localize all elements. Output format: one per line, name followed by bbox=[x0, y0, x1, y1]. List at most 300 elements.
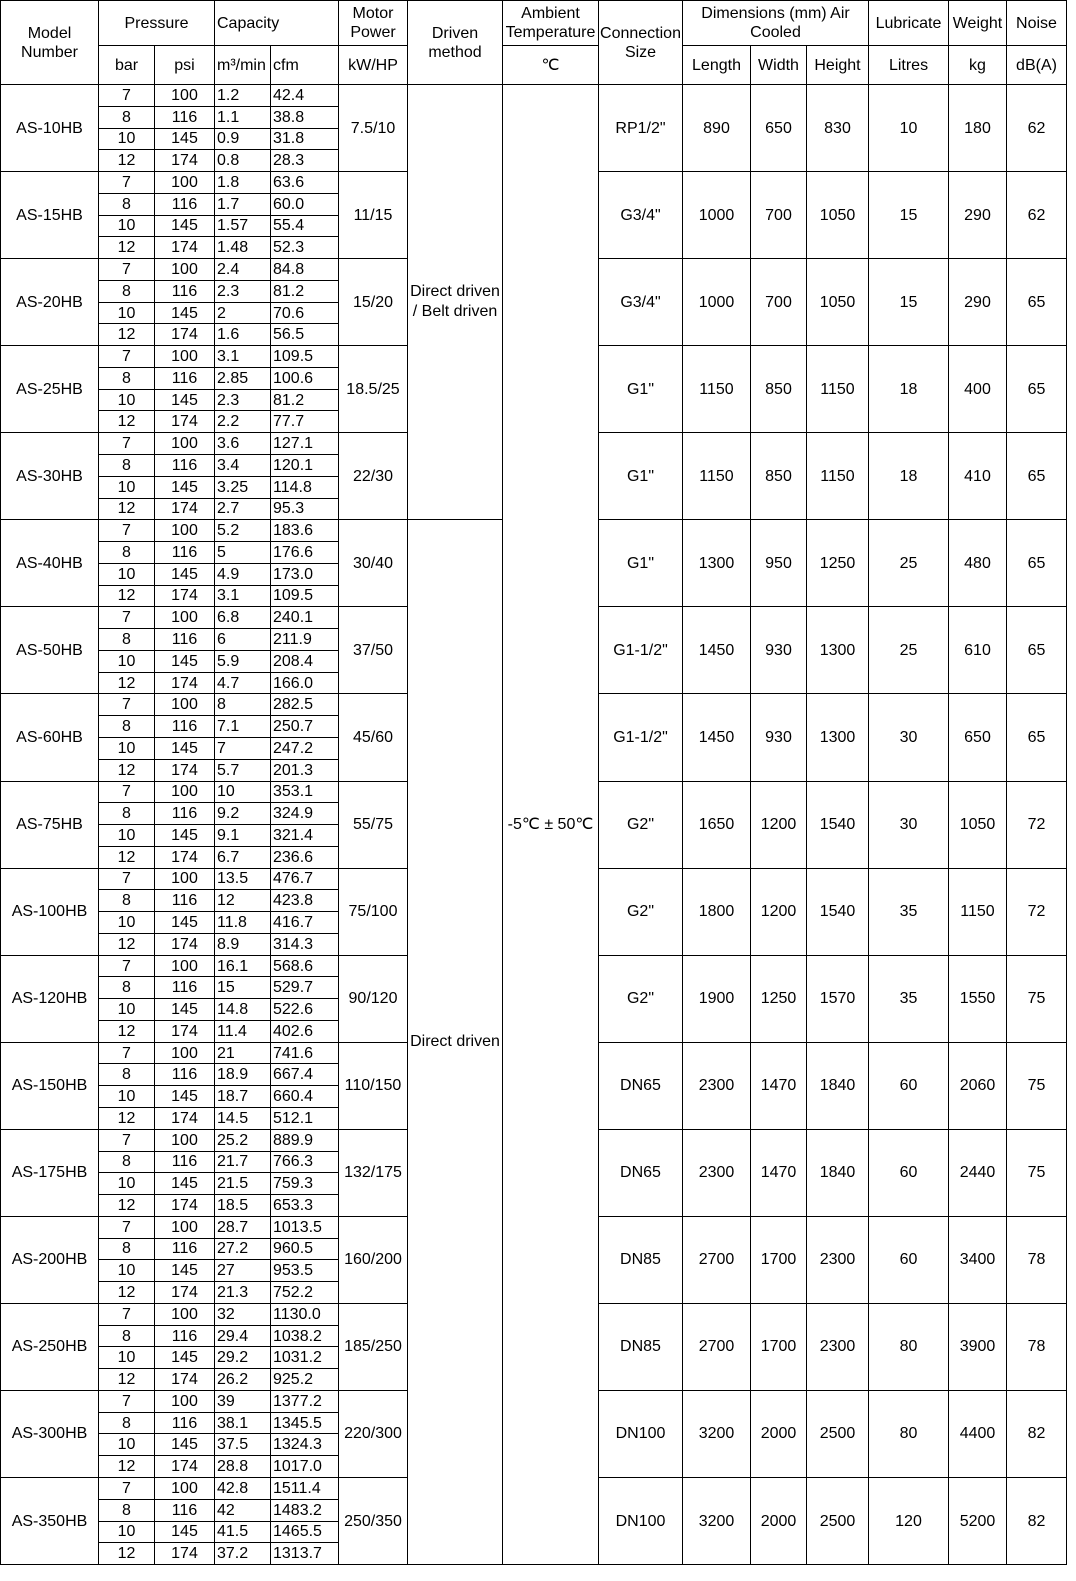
capacity-m3-min-cell: 15 bbox=[215, 977, 271, 999]
capacity-cfm-cell: 476.7 bbox=[271, 869, 339, 891]
pressure-psi-cell: 174 bbox=[155, 411, 215, 433]
model-number-cell: AS-300HB bbox=[1, 1391, 99, 1478]
width-cell: 930 bbox=[751, 694, 807, 781]
pressure-bar-cell: 10 bbox=[99, 129, 155, 151]
height-cell: 1540 bbox=[807, 782, 869, 869]
pressure-bar-cell: 7 bbox=[99, 607, 155, 629]
pressure-bar-cell: 7 bbox=[99, 1478, 155, 1500]
motor-power-cell: 132/175 bbox=[339, 1130, 408, 1217]
pressure-bar-cell: 7 bbox=[99, 869, 155, 891]
capacity-cfm-cell: 114.8 bbox=[271, 477, 339, 499]
pressure-bar-cell: 12 bbox=[99, 150, 155, 172]
subheader-kw-hp: kW/HP bbox=[339, 46, 408, 85]
model-number-cell: AS-200HB bbox=[1, 1217, 99, 1304]
lubricate-cell: 35 bbox=[869, 869, 949, 956]
connection-size-cell: RP1/2" bbox=[599, 85, 683, 172]
capacity-m3-min-cell: 2 bbox=[215, 303, 271, 325]
capacity-cfm-cell: 1038.2 bbox=[271, 1326, 339, 1348]
pressure-psi-cell: 116 bbox=[155, 455, 215, 477]
capacity-cfm-cell: 70.6 bbox=[271, 303, 339, 325]
motor-power-cell: 45/60 bbox=[339, 694, 408, 781]
noise-cell: 82 bbox=[1007, 1478, 1067, 1565]
capacity-cfm-cell: 889.9 bbox=[271, 1130, 339, 1152]
capacity-m3-min-cell: 14.5 bbox=[215, 1108, 271, 1130]
length-cell: 1800 bbox=[683, 869, 751, 956]
connection-size-cell: G2" bbox=[599, 956, 683, 1043]
capacity-m3-min-cell: 16.1 bbox=[215, 956, 271, 978]
pressure-bar-cell: 8 bbox=[99, 281, 155, 303]
capacity-cfm-cell: 173.0 bbox=[271, 564, 339, 586]
pressure-psi-cell: 100 bbox=[155, 172, 215, 194]
capacity-m3-min-cell: 2.2 bbox=[215, 411, 271, 433]
pressure-psi-cell: 174 bbox=[155, 1543, 215, 1565]
capacity-m3-min-cell: 26.2 bbox=[215, 1369, 271, 1391]
connection-size-cell: G2" bbox=[599, 869, 683, 956]
pressure-bar-cell: 10 bbox=[99, 1434, 155, 1456]
pressure-psi-cell: 145 bbox=[155, 1347, 215, 1369]
pressure-psi-cell: 145 bbox=[155, 1086, 215, 1108]
pressure-bar-cell: 7 bbox=[99, 85, 155, 107]
length-cell: 2300 bbox=[683, 1043, 751, 1130]
noise-cell: 62 bbox=[1007, 172, 1067, 259]
header-dimensions-label: Dimensions (mm) Air Cooled bbox=[701, 5, 850, 41]
subheader-litres: Litres bbox=[869, 46, 949, 85]
height-cell: 1050 bbox=[807, 259, 869, 346]
capacity-m3-min-cell: 11.4 bbox=[215, 1021, 271, 1043]
height-cell: 1150 bbox=[807, 346, 869, 433]
motor-power-cell: 220/300 bbox=[339, 1391, 408, 1478]
capacity-cfm-cell: 52.3 bbox=[271, 237, 339, 259]
lubricate-cell: 25 bbox=[869, 520, 949, 607]
pressure-psi-cell: 174 bbox=[155, 586, 215, 608]
capacity-cfm-cell: 522.6 bbox=[271, 999, 339, 1021]
capacity-cfm-cell: 81.2 bbox=[271, 281, 339, 303]
weight-cell: 610 bbox=[949, 607, 1007, 694]
capacity-m3-min-cell: 3.6 bbox=[215, 433, 271, 455]
lubricate-cell: 60 bbox=[869, 1217, 949, 1304]
capacity-cfm-cell: 324.9 bbox=[271, 803, 339, 825]
driven-method-cell bbox=[408, 520, 503, 1565]
pressure-psi-cell: 116 bbox=[155, 542, 215, 564]
width-cell: 1470 bbox=[751, 1130, 807, 1217]
pressure-bar-cell: 8 bbox=[99, 542, 155, 564]
pressure-bar-cell: 7 bbox=[99, 1304, 155, 1326]
pressure-bar-cell: 10 bbox=[99, 651, 155, 673]
capacity-cfm-cell: 353.1 bbox=[271, 782, 339, 804]
model-number-cell: AS-60HB bbox=[1, 694, 99, 781]
length-cell: 1150 bbox=[683, 433, 751, 520]
pressure-bar-cell: 12 bbox=[99, 237, 155, 259]
capacity-m3-min-cell: 3.1 bbox=[215, 586, 271, 608]
pressure-bar-cell: 10 bbox=[99, 1086, 155, 1108]
pressure-psi-cell: 174 bbox=[155, 1108, 215, 1130]
pressure-psi-cell: 100 bbox=[155, 956, 215, 978]
lubricate-cell: 30 bbox=[869, 782, 949, 869]
width-cell: 1700 bbox=[751, 1304, 807, 1391]
capacity-m3-min-cell: 8.9 bbox=[215, 934, 271, 956]
pressure-bar-cell: 7 bbox=[99, 1130, 155, 1152]
motor-power-cell: 37/50 bbox=[339, 607, 408, 694]
length-cell: 3200 bbox=[683, 1391, 751, 1478]
height-cell: 1150 bbox=[807, 433, 869, 520]
header-noise: Noise bbox=[1007, 1, 1067, 46]
pressure-psi-cell: 100 bbox=[155, 694, 215, 716]
capacity-m3-min-cell: 37.5 bbox=[215, 1434, 271, 1456]
pressure-bar-cell: 10 bbox=[99, 738, 155, 760]
pressure-bar-cell: 8 bbox=[99, 107, 155, 129]
connection-size-cell: G1-1/2" bbox=[599, 607, 683, 694]
capacity-m3-min-cell: 1.8 bbox=[215, 172, 271, 194]
capacity-m3-min-cell: 0.8 bbox=[215, 150, 271, 172]
length-cell: 2700 bbox=[683, 1304, 751, 1391]
capacity-m3-min-cell: 6 bbox=[215, 629, 271, 651]
height-cell: 1840 bbox=[807, 1130, 869, 1217]
length-cell: 1650 bbox=[683, 782, 751, 869]
pressure-psi-cell: 116 bbox=[155, 977, 215, 999]
capacity-cfm-cell: 240.1 bbox=[271, 607, 339, 629]
capacity-cfm-cell: 423.8 bbox=[271, 890, 339, 912]
model-number-cell: AS-75HB bbox=[1, 782, 99, 869]
motor-power-cell: 160/200 bbox=[339, 1217, 408, 1304]
capacity-cfm-cell: 1031.2 bbox=[271, 1347, 339, 1369]
pressure-psi-cell: 116 bbox=[155, 1413, 215, 1435]
height-cell: 1300 bbox=[807, 694, 869, 781]
length-cell: 1900 bbox=[683, 956, 751, 1043]
pressure-bar-cell: 10 bbox=[99, 390, 155, 412]
capacity-cfm-cell: 759.3 bbox=[271, 1173, 339, 1195]
subheader-height: Height bbox=[807, 46, 869, 85]
capacity-m3-min-cell: 1.57 bbox=[215, 216, 271, 238]
pressure-bar-cell: 10 bbox=[99, 303, 155, 325]
height-cell: 2300 bbox=[807, 1217, 869, 1304]
width-cell: 1250 bbox=[751, 956, 807, 1043]
pressure-bar-cell: 10 bbox=[99, 825, 155, 847]
pressure-psi-cell: 145 bbox=[155, 1173, 215, 1195]
noise-cell: 75 bbox=[1007, 1130, 1067, 1217]
subheader-cfm: cfm bbox=[271, 46, 339, 85]
pressure-psi-cell: 100 bbox=[155, 607, 215, 629]
capacity-cfm-cell: 1313.7 bbox=[271, 1543, 339, 1565]
capacity-cfm-cell: 314.3 bbox=[271, 934, 339, 956]
pressure-psi-cell: 145 bbox=[155, 216, 215, 238]
pressure-psi-cell: 174 bbox=[155, 934, 215, 956]
pressure-psi-cell: 116 bbox=[155, 890, 215, 912]
model-number-cell: AS-50HB bbox=[1, 607, 99, 694]
weight-cell: 650 bbox=[949, 694, 1007, 781]
capacity-m3-min-cell: 7 bbox=[215, 738, 271, 760]
connection-size-cell: DN100 bbox=[599, 1391, 683, 1478]
connection-size-cell: DN100 bbox=[599, 1478, 683, 1565]
pressure-bar-cell: 10 bbox=[99, 477, 155, 499]
width-cell: 1200 bbox=[751, 869, 807, 956]
weight-cell: 480 bbox=[949, 520, 1007, 607]
pressure-psi-cell: 145 bbox=[155, 1434, 215, 1456]
pressure-bar-cell: 8 bbox=[99, 890, 155, 912]
capacity-m3-min-cell: 2.3 bbox=[215, 281, 271, 303]
pressure-bar-cell: 12 bbox=[99, 1195, 155, 1217]
pressure-psi-cell: 145 bbox=[155, 999, 215, 1021]
pressure-psi-cell: 174 bbox=[155, 847, 215, 869]
capacity-m3-min-cell: 7.1 bbox=[215, 716, 271, 738]
pressure-bar-cell: 12 bbox=[99, 324, 155, 346]
weight-cell: 2440 bbox=[949, 1130, 1007, 1217]
height-cell: 1570 bbox=[807, 956, 869, 1043]
connection-size-cell: G1" bbox=[599, 433, 683, 520]
pressure-bar-cell: 8 bbox=[99, 455, 155, 477]
pressure-psi-cell: 145 bbox=[155, 912, 215, 934]
model-number-cell: AS-350HB bbox=[1, 1478, 99, 1565]
pressure-psi-cell: 174 bbox=[155, 1021, 215, 1043]
capacity-m3-min-cell: 3.1 bbox=[215, 346, 271, 368]
capacity-cfm-cell: 1377.2 bbox=[271, 1391, 339, 1413]
weight-cell: 3900 bbox=[949, 1304, 1007, 1391]
pressure-psi-cell: 145 bbox=[155, 738, 215, 760]
pressure-psi-cell: 116 bbox=[155, 1326, 215, 1348]
subheader-kg: kg bbox=[949, 46, 1007, 85]
model-number-cell: AS-120HB bbox=[1, 956, 99, 1043]
pressure-bar-cell: 8 bbox=[99, 1326, 155, 1348]
capacity-cfm-cell: 211.9 bbox=[271, 629, 339, 651]
capacity-m3-min-cell: 27.2 bbox=[215, 1239, 271, 1261]
height-cell: 2500 bbox=[807, 1478, 869, 1565]
lubricate-cell: 15 bbox=[869, 259, 949, 346]
capacity-m3-min-cell: 13.5 bbox=[215, 869, 271, 891]
capacity-m3-min-cell: 18.9 bbox=[215, 1064, 271, 1086]
lubricate-cell: 80 bbox=[869, 1391, 949, 1478]
pressure-psi-cell: 116 bbox=[155, 803, 215, 825]
pressure-bar-cell: 8 bbox=[99, 629, 155, 651]
capacity-m3-min-cell: 12 bbox=[215, 890, 271, 912]
connection-size-cell: G3/4" bbox=[599, 259, 683, 346]
pressure-psi-cell: 100 bbox=[155, 1217, 215, 1239]
subheader-temperature-unit: ℃ bbox=[503, 46, 599, 85]
pressure-bar-cell: 7 bbox=[99, 172, 155, 194]
pressure-bar-cell: 10 bbox=[99, 999, 155, 1021]
length-cell: 1150 bbox=[683, 346, 751, 433]
noise-cell: 62 bbox=[1007, 85, 1067, 172]
pressure-psi-cell: 116 bbox=[155, 1500, 215, 1522]
pressure-psi-cell: 145 bbox=[155, 129, 215, 151]
pressure-psi-cell: 174 bbox=[155, 673, 215, 695]
length-cell: 2300 bbox=[683, 1130, 751, 1217]
pressure-psi-cell: 100 bbox=[155, 259, 215, 281]
model-number-cell: AS-250HB bbox=[1, 1304, 99, 1391]
header-pressure: Pressure bbox=[99, 1, 215, 46]
pressure-psi-cell: 145 bbox=[155, 1260, 215, 1282]
pressure-psi-cell: 174 bbox=[155, 237, 215, 259]
driven-method-label: Direct driven bbox=[410, 1033, 500, 1051]
pressure-bar-cell: 10 bbox=[99, 1347, 155, 1369]
capacity-m3-min-cell: 5.7 bbox=[215, 760, 271, 782]
pressure-psi-cell: 116 bbox=[155, 1239, 215, 1261]
capacity-cfm-cell: 960.5 bbox=[271, 1239, 339, 1261]
pressure-bar-cell: 12 bbox=[99, 1369, 155, 1391]
weight-cell: 1050 bbox=[949, 782, 1007, 869]
pressure-psi-cell: 116 bbox=[155, 368, 215, 390]
capacity-cfm-cell: 31.8 bbox=[271, 129, 339, 151]
model-number-cell: AS-40HB bbox=[1, 520, 99, 607]
pressure-psi-cell: 116 bbox=[155, 1152, 215, 1174]
pressure-bar-cell: 7 bbox=[99, 956, 155, 978]
pressure-bar-cell: 8 bbox=[99, 803, 155, 825]
header-ambient-temperature bbox=[503, 1, 599, 46]
header-capacity: Capacity bbox=[215, 1, 339, 46]
header-connection-size bbox=[599, 1, 683, 85]
lubricate-cell: 60 bbox=[869, 1130, 949, 1217]
pressure-psi-cell: 145 bbox=[155, 303, 215, 325]
connection-size-cell: DN85 bbox=[599, 1304, 683, 1391]
lubricate-cell: 18 bbox=[869, 346, 949, 433]
pressure-bar-cell: 10 bbox=[99, 1173, 155, 1195]
connection-size-cell: G1-1/2" bbox=[599, 694, 683, 781]
weight-cell: 400 bbox=[949, 346, 1007, 433]
width-cell: 950 bbox=[751, 520, 807, 607]
length-cell: 1000 bbox=[683, 172, 751, 259]
pressure-bar-cell: 8 bbox=[99, 1064, 155, 1086]
lubricate-cell: 80 bbox=[869, 1304, 949, 1391]
pressure-bar-cell: 7 bbox=[99, 1043, 155, 1065]
pressure-bar-cell: 10 bbox=[99, 216, 155, 238]
pressure-bar-cell: 8 bbox=[99, 1239, 155, 1261]
motor-power-cell: 11/15 bbox=[339, 172, 408, 259]
capacity-m3-min-cell: 21.3 bbox=[215, 1282, 271, 1304]
capacity-cfm-cell: 250.7 bbox=[271, 716, 339, 738]
pressure-psi-cell: 116 bbox=[155, 281, 215, 303]
pressure-bar-cell: 10 bbox=[99, 564, 155, 586]
subheader-m3-min: m³/min bbox=[215, 46, 271, 85]
pressure-bar-cell: 12 bbox=[99, 411, 155, 433]
length-cell: 890 bbox=[683, 85, 751, 172]
weight-cell: 1550 bbox=[949, 956, 1007, 1043]
capacity-cfm-cell: 1130.0 bbox=[271, 1304, 339, 1326]
height-cell: 1300 bbox=[807, 607, 869, 694]
motor-power-cell: 250/350 bbox=[339, 1478, 408, 1565]
header-lubricate: Lubricate bbox=[869, 1, 949, 46]
noise-cell: 65 bbox=[1007, 346, 1067, 433]
capacity-cfm-cell: 1324.3 bbox=[271, 1434, 339, 1456]
weight-cell: 290 bbox=[949, 259, 1007, 346]
lubricate-cell: 25 bbox=[869, 607, 949, 694]
pressure-psi-cell: 174 bbox=[155, 324, 215, 346]
capacity-cfm-cell: 766.3 bbox=[271, 1152, 339, 1174]
pressure-psi-cell: 100 bbox=[155, 520, 215, 542]
noise-cell: 78 bbox=[1007, 1217, 1067, 1304]
capacity-cfm-cell: 77.7 bbox=[271, 411, 339, 433]
capacity-cfm-cell: 529.7 bbox=[271, 977, 339, 999]
width-cell: 930 bbox=[751, 607, 807, 694]
header-motor-power bbox=[339, 1, 408, 46]
subheader-length: Length bbox=[683, 46, 751, 85]
pressure-bar-cell: 12 bbox=[99, 499, 155, 521]
length-cell: 1450 bbox=[683, 607, 751, 694]
capacity-m3-min-cell: 37.2 bbox=[215, 1543, 271, 1565]
connection-size-cell: DN65 bbox=[599, 1130, 683, 1217]
header-dimensions bbox=[683, 1, 869, 46]
model-number-cell: AS-20HB bbox=[1, 259, 99, 346]
capacity-m3-min-cell: 29.4 bbox=[215, 1326, 271, 1348]
connection-size-cell: G3/4" bbox=[599, 172, 683, 259]
header-connection-size-label: Connection Size bbox=[600, 24, 681, 61]
capacity-cfm-cell: 1013.5 bbox=[271, 1217, 339, 1239]
motor-power-cell: 185/250 bbox=[339, 1304, 408, 1391]
capacity-cfm-cell: 953.5 bbox=[271, 1260, 339, 1282]
model-number-cell: AS-30HB bbox=[1, 433, 99, 520]
header-driven-method-label: Driven method bbox=[428, 24, 482, 61]
pressure-psi-cell: 116 bbox=[155, 107, 215, 129]
lubricate-cell: 18 bbox=[869, 433, 949, 520]
weight-cell: 290 bbox=[949, 172, 1007, 259]
weight-cell: 180 bbox=[949, 85, 1007, 172]
capacity-m3-min-cell: 5 bbox=[215, 542, 271, 564]
capacity-m3-min-cell: 9.1 bbox=[215, 825, 271, 847]
capacity-m3-min-cell: 41.5 bbox=[215, 1522, 271, 1544]
capacity-cfm-cell: 127.1 bbox=[271, 433, 339, 455]
pressure-bar-cell: 12 bbox=[99, 586, 155, 608]
pressure-bar-cell: 8 bbox=[99, 194, 155, 216]
pressure-bar-cell: 8 bbox=[99, 1413, 155, 1435]
pressure-bar-cell: 8 bbox=[99, 1152, 155, 1174]
driven-method-label: Direct driven / Belt driven bbox=[410, 283, 500, 321]
lubricate-cell: 120 bbox=[869, 1478, 949, 1565]
pressure-psi-cell: 145 bbox=[155, 1522, 215, 1544]
model-number-cell: AS-25HB bbox=[1, 346, 99, 433]
width-cell: 1470 bbox=[751, 1043, 807, 1130]
height-cell: 1840 bbox=[807, 1043, 869, 1130]
noise-cell: 82 bbox=[1007, 1391, 1067, 1478]
pressure-bar-cell: 10 bbox=[99, 1260, 155, 1282]
pressure-psi-cell: 100 bbox=[155, 1304, 215, 1326]
length-cell: 1300 bbox=[683, 520, 751, 607]
motor-power-cell: 22/30 bbox=[339, 433, 408, 520]
pressure-psi-cell: 100 bbox=[155, 1391, 215, 1413]
pressure-bar-cell: 7 bbox=[99, 346, 155, 368]
weight-cell: 4400 bbox=[949, 1391, 1007, 1478]
capacity-m3-min-cell: 1.48 bbox=[215, 237, 271, 259]
capacity-m3-min-cell: 4.9 bbox=[215, 564, 271, 586]
pressure-bar-cell: 12 bbox=[99, 1282, 155, 1304]
capacity-m3-min-cell: 2.3 bbox=[215, 390, 271, 412]
capacity-m3-min-cell: 1.6 bbox=[215, 324, 271, 346]
pressure-psi-cell: 174 bbox=[155, 1195, 215, 1217]
capacity-cfm-cell: 208.4 bbox=[271, 651, 339, 673]
capacity-m3-min-cell: 42.8 bbox=[215, 1478, 271, 1500]
capacity-cfm-cell: 95.3 bbox=[271, 499, 339, 521]
capacity-m3-min-cell: 6.7 bbox=[215, 847, 271, 869]
capacity-m3-min-cell: 28.8 bbox=[215, 1456, 271, 1478]
pressure-bar-cell: 8 bbox=[99, 1500, 155, 1522]
capacity-cfm-cell: 201.3 bbox=[271, 760, 339, 782]
motor-power-cell: 55/75 bbox=[339, 782, 408, 869]
model-number-cell: AS-15HB bbox=[1, 172, 99, 259]
pressure-bar-cell: 12 bbox=[99, 934, 155, 956]
capacity-m3-min-cell: 18.5 bbox=[215, 1195, 271, 1217]
pressure-psi-cell: 100 bbox=[155, 782, 215, 804]
capacity-cfm-cell: 568.6 bbox=[271, 956, 339, 978]
noise-cell: 65 bbox=[1007, 607, 1067, 694]
pressure-bar-cell: 12 bbox=[99, 1021, 155, 1043]
pressure-bar-cell: 7 bbox=[99, 520, 155, 542]
capacity-cfm-cell: 120.1 bbox=[271, 455, 339, 477]
pressure-bar-cell: 7 bbox=[99, 433, 155, 455]
capacity-m3-min-cell: 5.2 bbox=[215, 520, 271, 542]
capacity-m3-min-cell: 2.4 bbox=[215, 259, 271, 281]
capacity-cfm-cell: 247.2 bbox=[271, 738, 339, 760]
capacity-m3-min-cell: 21.7 bbox=[215, 1152, 271, 1174]
pressure-bar-cell: 10 bbox=[99, 912, 155, 934]
connection-size-cell: G1" bbox=[599, 520, 683, 607]
noise-cell: 75 bbox=[1007, 1043, 1067, 1130]
capacity-cfm-cell: 183.6 bbox=[271, 520, 339, 542]
